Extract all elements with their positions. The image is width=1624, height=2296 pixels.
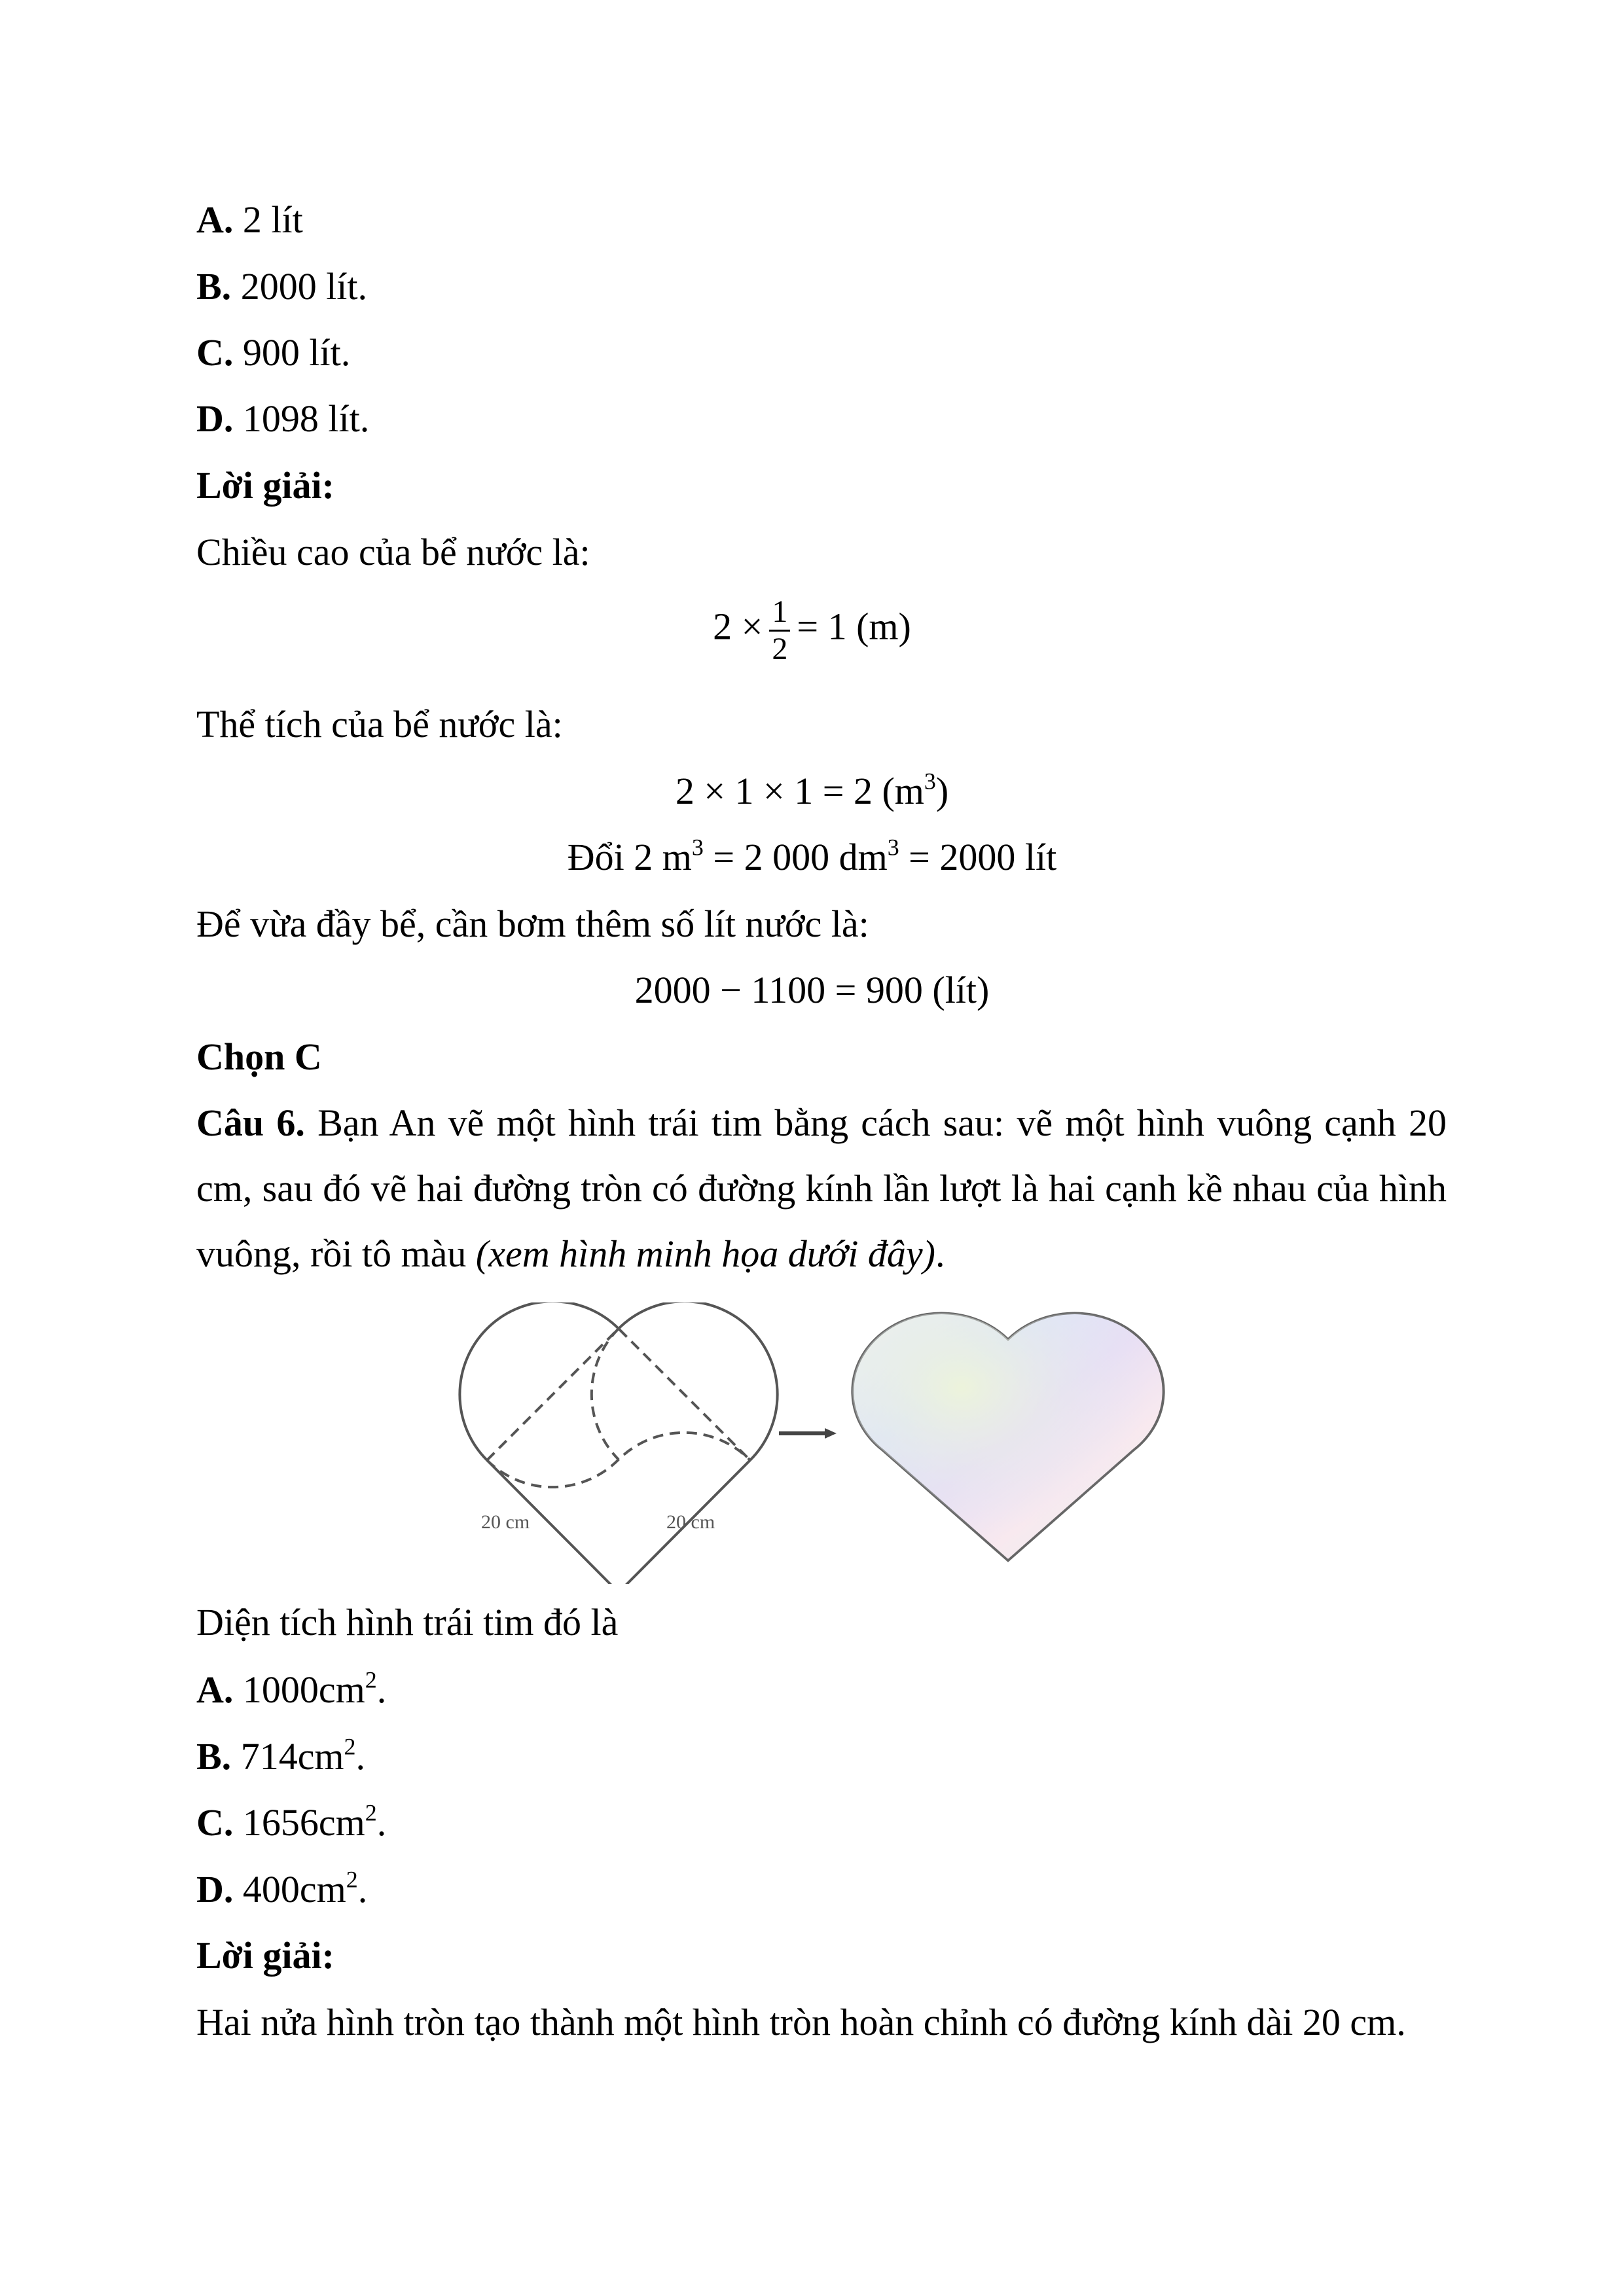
q5-pump-calc: 2000 − 1100 = 900 (lít) [634,969,990,1011]
q6-option-b: B. $714cm^2$. [196,1733,366,1778]
q6-option-c: C. $1656cm^2$. [196,1799,387,1844]
q5-volume-intro: Thể tích của bể nước là: [196,703,563,745]
q5-option-b: B. 2000 lít. [196,265,368,308]
q5-height-intro: Chiều cao của bể nước là: [196,531,590,573]
q5-convert: Đổi 2 $m^3 = 2$ 000 $dm^3 = 2000$ lít [567,834,1057,878]
figure-label-right: 20 cm [666,1511,715,1533]
q5-answer: Chọn C [196,1035,322,1078]
q5-option-d: D. 1098 lít. [196,397,370,440]
figure-label-left: 20 cm [481,1511,530,1533]
fraction-one-half: $\frac{1}{2}$ [769,594,790,667]
q5-option-a: A. 2 lít [196,198,303,241]
heart-figure [458,1302,1178,1593]
q6-solution-heading: Lời giải: [196,1934,334,1977]
q5-option-c: C. 900 lít. [196,331,351,374]
q6-prompt: Diện tích hình trái tim đó là [196,1601,619,1643]
q5-volume-calc: 2 × 1 × 1 = 2 $(m^3)$ [675,768,949,812]
q5-solution-heading: Lời giải: [196,464,334,507]
q6-solution-line: Hai nửa hình tròn tạo thành một hình tròn hoàn chỉnh có đường kính dài 20 cm. [196,2001,1406,2043]
heart-construction-diagram [458,1302,1178,1584]
heart-shaded-icon [852,1313,1163,1560]
q6-option-a: A. $1000cm^2$. [196,1666,387,1711]
arrow-icon [779,1428,837,1439]
q6-option-d: D. $400cm^2$. [196,1866,368,1910]
dashed-square [487,1329,750,1487]
q6-statement: Câu 6. Bạn An vẽ một hình trái tim bằng cách sau: vẽ một hình vuông cạnh 20 cm, sau đó vẽ hai đường tròn có đường kính lần lượt là hai cạnh kề nhau của hình vuông, rồi tô màu (xem hình minh họa dưới đây). [196,1102,1447,1275]
q5-pump-intro: Để vừa đầy bể, cần bơm thêm số lít nước là: [196,903,869,945]
q5-height-calc: 2 × $\frac{1}{2}$ = 1 (m) [713,594,911,666]
